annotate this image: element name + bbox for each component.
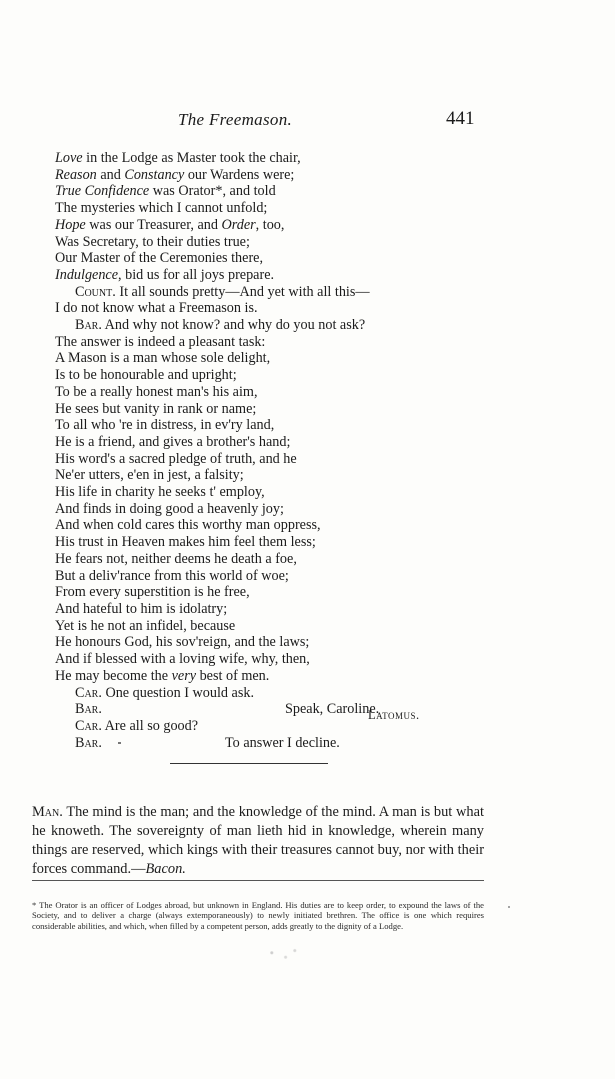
poem-line	[55, 584, 575, 601]
poem-line	[55, 350, 575, 367]
prose-body: The mind is the man; and the knowledge of the mind. A man is but what he knoweth. The sovereignty of man lieth hid in knowledge, wherein many things are reserved, which kings with their treasures cannot buy, nor with their forces command.—	[32, 804, 484, 877]
poem-line	[55, 517, 575, 534]
poem-line-text: Was Secretary, to their duties true;	[55, 233, 250, 250]
author-signature: Latomus.	[368, 708, 420, 722]
poem-line-text: was Orator*, and told	[149, 183, 276, 200]
poem-line-text: , too,	[255, 216, 285, 233]
poem-line	[55, 234, 575, 251]
dialogue-reply: To answer I decline.	[225, 734, 340, 751]
poem-line-text: True Confidence	[55, 183, 150, 200]
poem-line	[55, 484, 575, 501]
running-title: The Freemason.	[178, 110, 293, 129]
poem-line	[55, 451, 575, 468]
poem-line	[55, 651, 575, 668]
poem-line	[55, 183, 575, 200]
poem-line-text: Hope	[55, 216, 86, 233]
poem-line-text: He fears not, neither deems he death a foe,	[55, 550, 297, 567]
poem-line-text: It all sounds pretty—And yet with all this—	[115, 283, 370, 300]
poem-line-text: The mysteries which I cannot unfold;	[55, 200, 268, 217]
poem-line-text: Indulgence	[55, 266, 119, 283]
poem-line	[55, 601, 575, 618]
poem-line	[55, 250, 575, 267]
speaker-label: Car.	[75, 717, 102, 734]
poem-line-text: His life in charity he seeks t' employ,	[55, 484, 265, 501]
poem-line	[55, 467, 575, 484]
poem-line	[55, 668, 575, 685]
poem-line	[55, 217, 575, 234]
poem-line-text: And hateful to him is idolatry;	[55, 600, 228, 617]
section-divider	[170, 763, 328, 764]
poem-line	[55, 551, 575, 568]
poem-line	[55, 200, 575, 217]
poem-line-text: And finds in doing good a heavenly joy;	[55, 500, 284, 517]
poem-line	[55, 417, 575, 434]
poem-lines	[55, 150, 575, 685]
footnote: * The Orator is an officer of Lodges abroad, but unknown in England. His duties are to keep order, to expound the laws of the Society, and to deliver a charge (always extemporaneously) to newly initiated brethren. The office is one which requires considerable abilities, and which, when filled by a competent person, adds greatly to the dignity of a Lodge.	[32, 900, 484, 931]
footnote-divider	[32, 880, 484, 881]
dialogue-text: One question I would ask.	[101, 684, 255, 701]
speaker-label: Bar.	[75, 701, 102, 718]
poem-line-text: He sees but vanity in rank or name;	[55, 400, 257, 417]
poem-line-text: Order	[221, 216, 256, 233]
poem-line	[55, 634, 575, 651]
poem-line	[55, 384, 575, 401]
poem-line-text: A Mason is a man whose sole delight,	[55, 350, 271, 367]
dialogue-line	[55, 685, 575, 702]
poem-line-text: His word's a sacred pledge of truth, and he	[55, 450, 297, 467]
poem-line-text: Reason	[55, 166, 97, 183]
poem-line-text: He is a friend, and gives a brother's hand;	[55, 433, 291, 450]
speaker-label: Car.	[75, 684, 102, 701]
poem-line-text: But a deliv'rance from this world of woe;	[55, 567, 289, 584]
poem-line-text: He may become the	[55, 667, 172, 684]
poem-line	[55, 434, 575, 451]
poem-line-text: , bid us for all joys prepare.	[118, 266, 275, 283]
poem-line-text: Our Master of the Ceremonies there,	[55, 250, 264, 267]
margin-mark	[508, 906, 510, 908]
poem-line-text: The answer is indeed a pleasant task:	[55, 333, 266, 350]
speaker-label: Bar.	[75, 734, 102, 751]
poem-line-text: very	[171, 667, 197, 684]
poem-line-text: To all who 're in distress, in ev'ry land,	[55, 417, 275, 434]
dialogue-reply: Speak, Caroline.	[285, 701, 380, 718]
prose-lead: Man.	[32, 804, 63, 820]
poem-line-text: our Wardens were;	[184, 166, 295, 183]
poem-line-text: And why not know? and why do you not ask?	[101, 317, 366, 334]
dialogue-line	[55, 701, 575, 718]
poem-line-text: Constancy	[124, 166, 185, 183]
poem-line	[55, 267, 575, 284]
poem-line	[55, 150, 575, 167]
poem-line	[55, 284, 575, 301]
prose-attribution: Bacon.	[145, 861, 186, 877]
prose-paragraph	[32, 803, 484, 879]
poem-line-text: in the Lodge as Master took the chair,	[82, 150, 301, 166]
poem-line-text: Ne'er utters, e'en in jest, a falsity;	[55, 467, 244, 484]
poem-line	[55, 401, 575, 418]
poem	[55, 150, 575, 751]
ink-speck	[118, 742, 121, 744]
poem-line-text: Yet is he not an infidel, because	[55, 617, 236, 634]
dialogue-text: Are all so good?	[101, 717, 199, 734]
poem-line-text: was our Treasurer, and	[85, 216, 222, 233]
poem-line	[55, 167, 575, 184]
poem-line-text: I do not know what a Freemason is.	[55, 300, 258, 317]
poem-line-text: Love	[55, 150, 83, 166]
poem-line-text: His trust in Heaven makes him feel them less;	[55, 534, 316, 551]
dialogue-line	[55, 718, 575, 735]
poem-line	[55, 334, 575, 351]
poem-line-text: best of men.	[196, 667, 270, 684]
dialogue-line	[55, 735, 575, 752]
poem-line-text: To be a really honest man's his aim,	[55, 383, 258, 400]
poem-line	[55, 568, 575, 585]
page-header	[0, 108, 615, 136]
poem-line	[55, 534, 575, 551]
poem-line-text: Count.	[75, 283, 116, 300]
poem-line	[55, 317, 575, 334]
poem-line-text: Bar.	[75, 317, 102, 334]
poem-line	[55, 367, 575, 384]
dialogue	[55, 685, 575, 752]
poem-line-text: From every superstition is he free,	[55, 584, 250, 601]
poem-line-text: And when cold cares this worthy man oppress,	[55, 517, 321, 534]
poem-line	[55, 501, 575, 518]
poem-line-text: and	[96, 166, 125, 183]
poem-line-text: He honours God, his sov'reign, and the laws;	[55, 634, 310, 651]
poem-line	[55, 618, 575, 635]
poem-line-text: Is to be honourable and upright;	[55, 367, 237, 384]
poem-line	[55, 300, 575, 317]
page-number: 441	[446, 108, 475, 129]
poem-line-text: And if blessed with a loving wife, why, then,	[55, 651, 310, 668]
library-stamp	[258, 944, 304, 966]
